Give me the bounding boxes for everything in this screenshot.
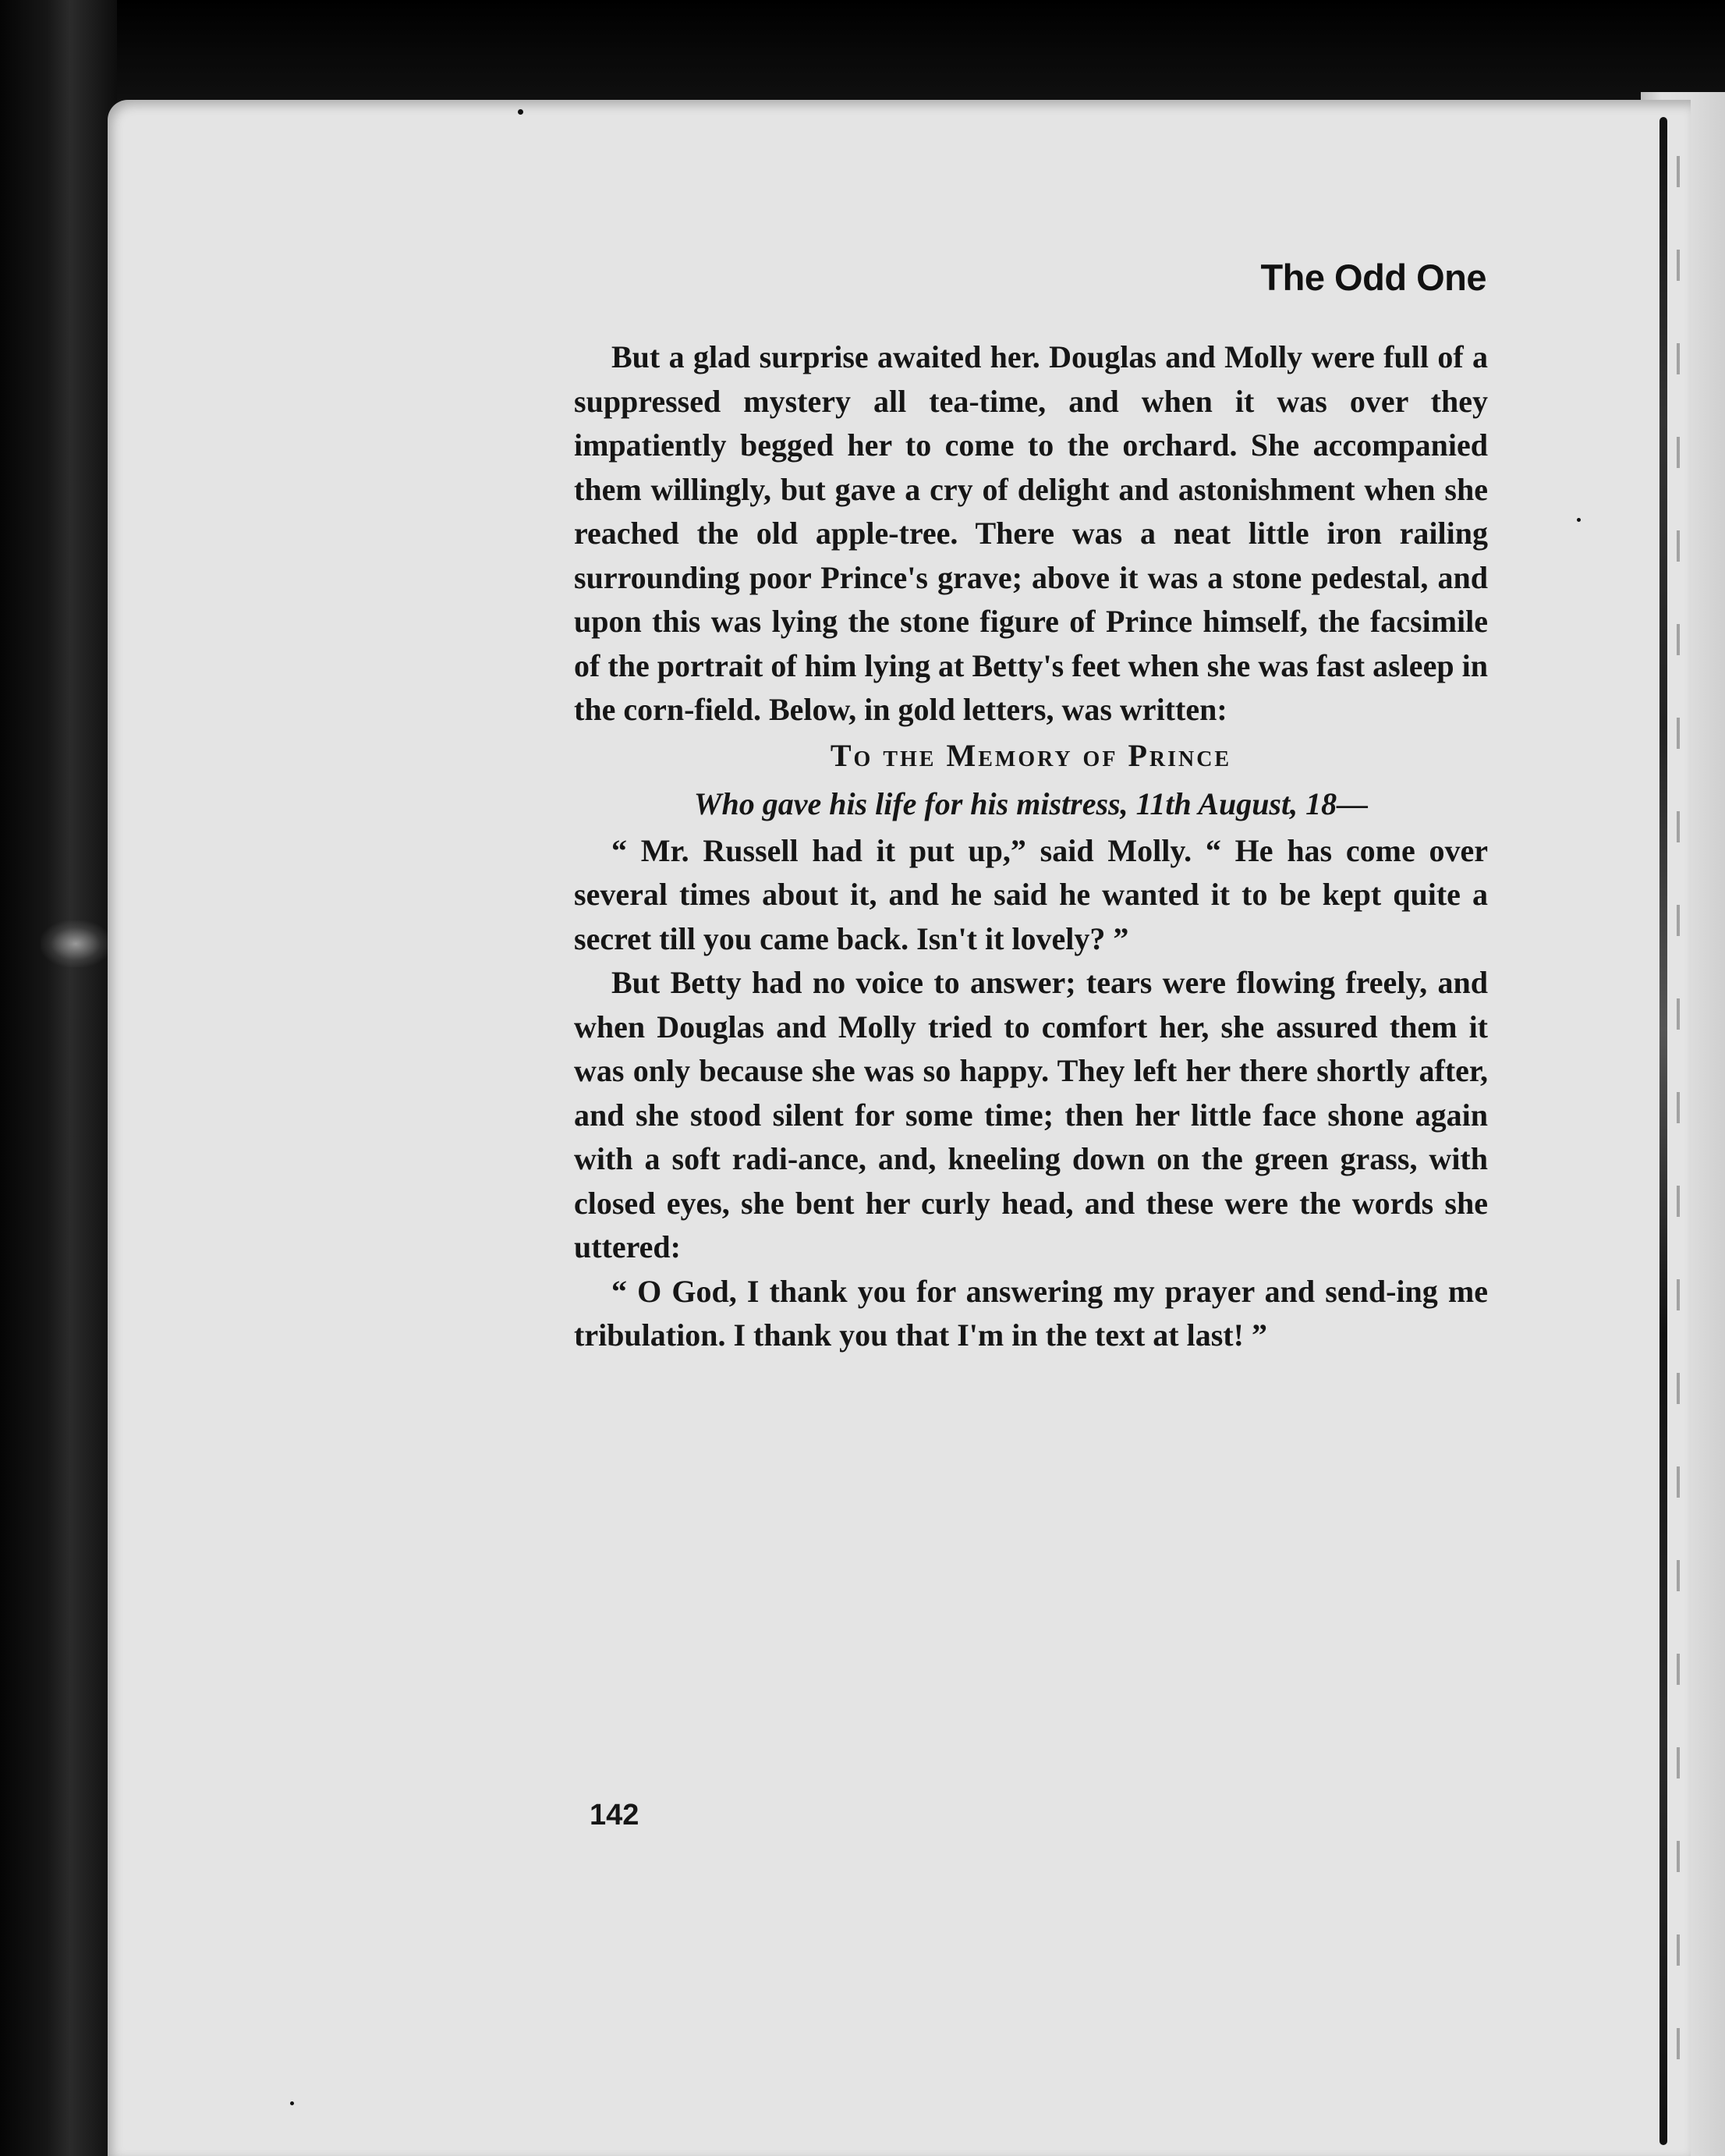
inscription-title: To the Memory of Prince xyxy=(830,737,1232,773)
page-gutter-shadow xyxy=(1677,156,1680,2122)
scan-border-top xyxy=(0,0,1725,109)
paragraph: “ Mr. Russell had it put up,” said Molly. “ He has come over several times about it, and he said he wanted it to be kept quite a secret till you came back. Isn't it lovely? ” xyxy=(574,832,1488,956)
scan-artifact xyxy=(41,920,111,967)
inscription-subtitle: Who gave his life for his mistress, 11th August, 18— xyxy=(693,785,1369,821)
paragraph: But Betty had no voice to answer; tears were flowing freely, and when Douglas and Molly tried to comfort her, she assured them it was only because she was so happy. They left her there shortly after, and she stood silent for some time; then her little face shone again with a soft radi-ance, and, kneeling down on the green grass, with closed eyes, she bent her curly head, and these were the words she uttered: xyxy=(574,965,1488,1264)
book-spine xyxy=(0,0,117,2156)
paragraph: But a glad surprise awaited her. Douglas and Molly were full of a suppressed mystery all tea-time, and when it was over they impatiently begged her to come to the orchard. She accompanied them willingly, but gave a cry of delight and astonishment when she reached the old apple-tree. There was a neat little iron railing surrounding poor Prince's grave; above it was a stone pedestal, and upon this was lying the stone figure of Prince himself, the facsimile of the portrait of him lying at Betty's feet when she was fast asleep in the corn-field. Below, in gold letters, was written: xyxy=(574,339,1488,727)
dust-speck xyxy=(290,2101,294,2105)
running-head: The Odd One xyxy=(1260,257,1486,298)
paragraph: “ O God, I thank you for answering my prayer and send-ing me tribulation. I thank you that I'm in the text at last! ” xyxy=(574,1273,1488,1353)
dust-speck xyxy=(518,109,523,115)
page-number: 142 xyxy=(590,1799,639,1832)
dust-speck xyxy=(1577,518,1581,522)
page-text xyxy=(574,335,1488,1358)
page-gutter xyxy=(1659,117,1667,2145)
